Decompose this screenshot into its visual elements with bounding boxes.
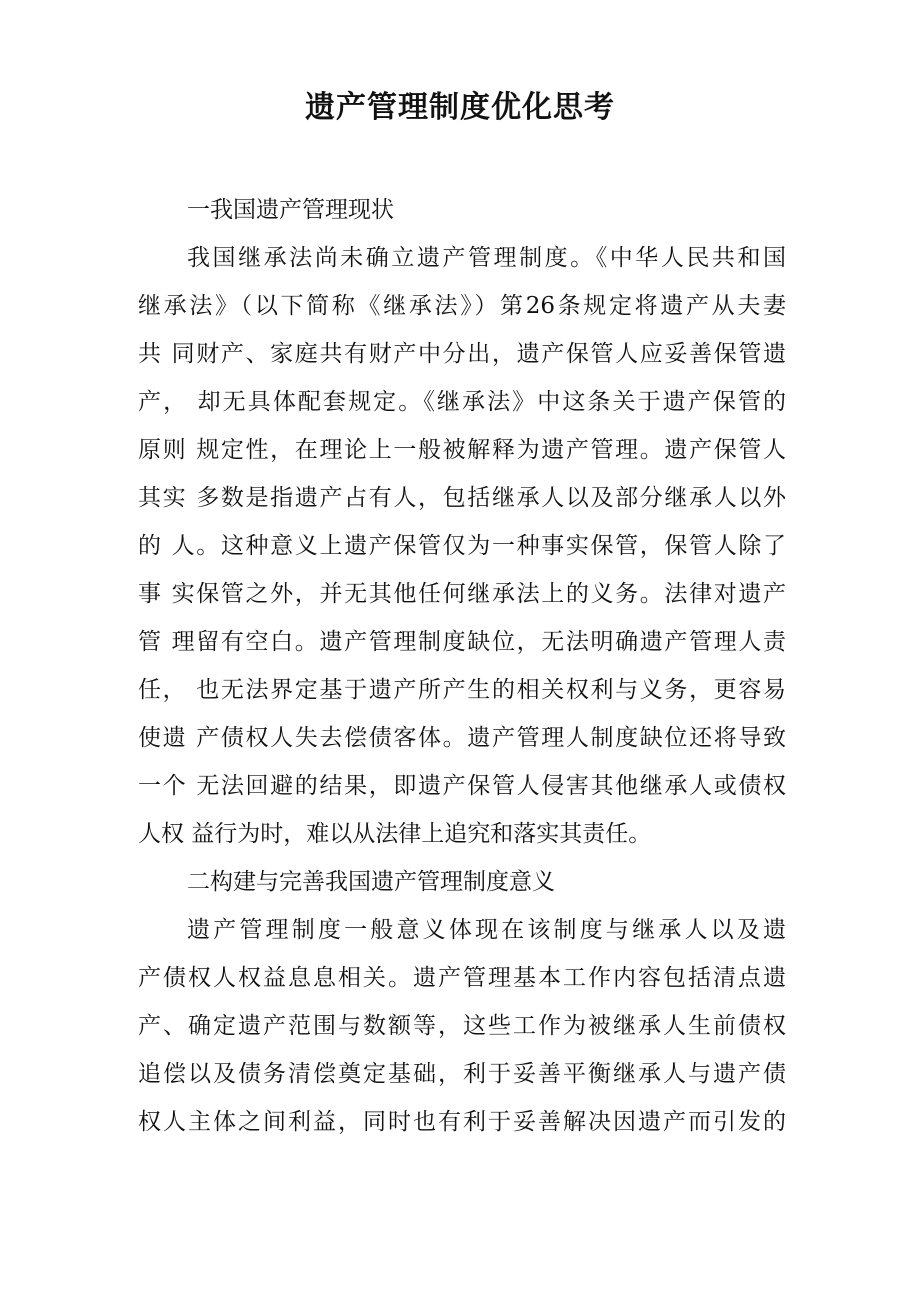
section-heading: 二构建与完善我国遗产管理制度意义 [187,869,555,895]
paragraph-line: 继承法》（以下简称《继承法》）第26条规定将遗产从夫妻 [138,293,786,319]
paragraph-line: 产债权人权益息息相关。遗产管理基本工作内容包括清点遗 [138,965,786,991]
paragraph-line: 产， 却无具体配套规定。《继承法》中这条关于遗产保管的 [138,389,786,415]
paragraph-line: 遗产管理制度一般意义体现在该制度与继承人以及遗 [187,917,786,943]
paragraph-line: 管 理留有空白。遗产管理制度缺位，无法明确遗产管理人责 [138,629,786,655]
paragraph-line: 产、确定遗产范围与数额等，这些工作为被继承人生前债权 [138,1013,786,1039]
paragraph-line: 共 同财产、家庭共有财产中分出，遗产保管人应妥善保管遗 [138,341,786,367]
paragraph-line: 一个 无法回避的结果，即遗产保管人侵害其他继承人或债权 [138,773,786,799]
paragraph-line: 原则 规定性，在理论上一般被解释为遗产管理。遗产保管人 [138,437,786,463]
paragraph-line: 其实 多数是指遗产占有人，包括继承人以及部分继承人以外 [138,485,786,511]
paragraph-line: 任， 也无法界定基于遗产所产生的相关权利与义务，更容易 [138,677,786,703]
paragraph-line: 追偿以及债务清偿奠定基础，利于妥善平衡继承人与遗产债 [138,1061,786,1087]
paragraph-line: 的 人。这种意义上遗产保管仅为一种事实保管，保管人除了 [138,533,786,559]
paragraph-line: 使遗 产债权人失去偿债客体。遗产管理人制度缺位还将导致 [138,725,786,751]
document-body [138,186,786,1146]
paragraph-line: 我国继承法尚未确立遗产管理制度。《中华人民共和国 [187,245,786,271]
paragraph-line: 权人主体之间利益，同时也有利于妥善解决因遗产而引发的 [138,1109,786,1135]
section-heading: 一我国遗产管理现状 [187,197,394,223]
paragraph-line: 事 实保管之外，并无其他任何继承法上的义务。法律对遗产 [138,581,786,607]
paragraph-line: 人权 益行为时，难以从法律上追究和落实其责任。 [138,821,652,847]
page-title: 遗产管理制度优化思考 [305,90,615,125]
